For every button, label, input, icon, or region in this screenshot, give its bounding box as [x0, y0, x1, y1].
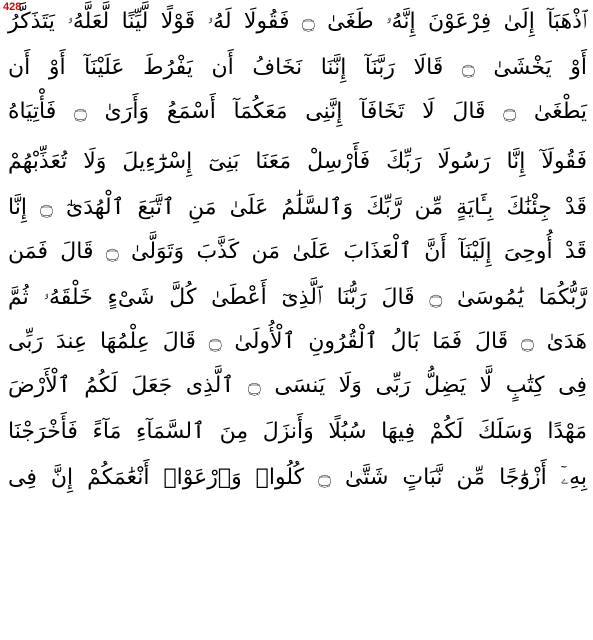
verse-line: أَوْ يَخْشَىٰ ۝ قَالَا رَبَّنَآ إِنَّنَا نَخَافُ أَن يَفْرُطَ عَلَيْنَآ أَوْ أَن — [8, 55, 588, 80]
verse-line: هَدَىٰ ۝ قَالَ فَمَا بَالُ ٱلْقُرُونِ ٱلْأُولَىٰ ۝ قَالَ عِلْمُهَا عِندَ رَبِّى — [8, 329, 588, 354]
verse-line: قَدْ أُوحِىَ إِلَيْنَآ أَنَّ ٱلْعَذَابَ عَلَىٰ مَن كَذَّبَ وَتَوَلَّىٰ ۝ قَالَ فَمَن — [8, 239, 587, 264]
page-number: 428 — [3, 1, 22, 13]
verse-line: بِهِۦٓ أَزْوَٰجًا مِّن نَّبَاتٍ شَتَّىٰ ۝ كُلُوا۟ وَٱرْعَوْا۟ أَنْعَٰمَكُمْ إِنَّ فِى — [8, 465, 587, 490]
verse-line: رَّبُّكُمَا يَٰمُوسَىٰ ۝ قَالَ رَبُّنَا ٱلَّذِىٓ أَعْطَىٰ كُلَّ شَىْءٍ خَلْقَهُۥ ثُمَّ — [8, 285, 587, 310]
verse-line: مَهْدًا وَسَلَكَ لَكُمْ فِيهَا سُبُلًا وَأَنزَلَ مِنَ ٱلسَّمَآءِ مَآءً فَأَخْرَجْنَا — [8, 419, 587, 444]
verse-line: فِى كِتَٰبٍ لَّا يَضِلُّ رَبِّى وَلَا يَنسَى ۝ ٱلَّذِى جَعَلَ لَكُمُ ٱلْأَرْضَ — [8, 373, 587, 398]
verse-line: ٱذْهَبَآ إِلَىٰ فِرْعَوْنَ إِنَّهُۥ طَغَىٰ ۝ فَقُولَا لَهُۥ قَوْلًا لَّيِّنًا لَّعَلَّهُۥ يَتَذَكَّرُ — [8, 9, 587, 34]
verse-line: قَدْ جِئْنَٰكَ بِـَٔايَةٍ مِّن رَّبِّكَ وَٱلسَّلَٰمُ عَلَىٰ مَنِ ٱتَّبَعَ ٱلْهُدَىٰٓ ۝ إِنَّا — [8, 195, 587, 220]
verse-line: يَطْغَىٰ ۝ قَالَ لَا تَخَافَآ إِنَّنِى مَعَكُمَآ أَسْمَعُ وَأَرَىٰ ۝ فَأْتِيَاهُ — [8, 99, 587, 124]
verse-line: فَقُولَآ إِنَّا رَسُولَا رَبِّكَ فَأَرْسِلْ مَعَنَا بَنِىٓ إِسْرَٰٓءِيلَ وَلَا تُعَذِّبْهُمْ — [8, 149, 587, 174]
